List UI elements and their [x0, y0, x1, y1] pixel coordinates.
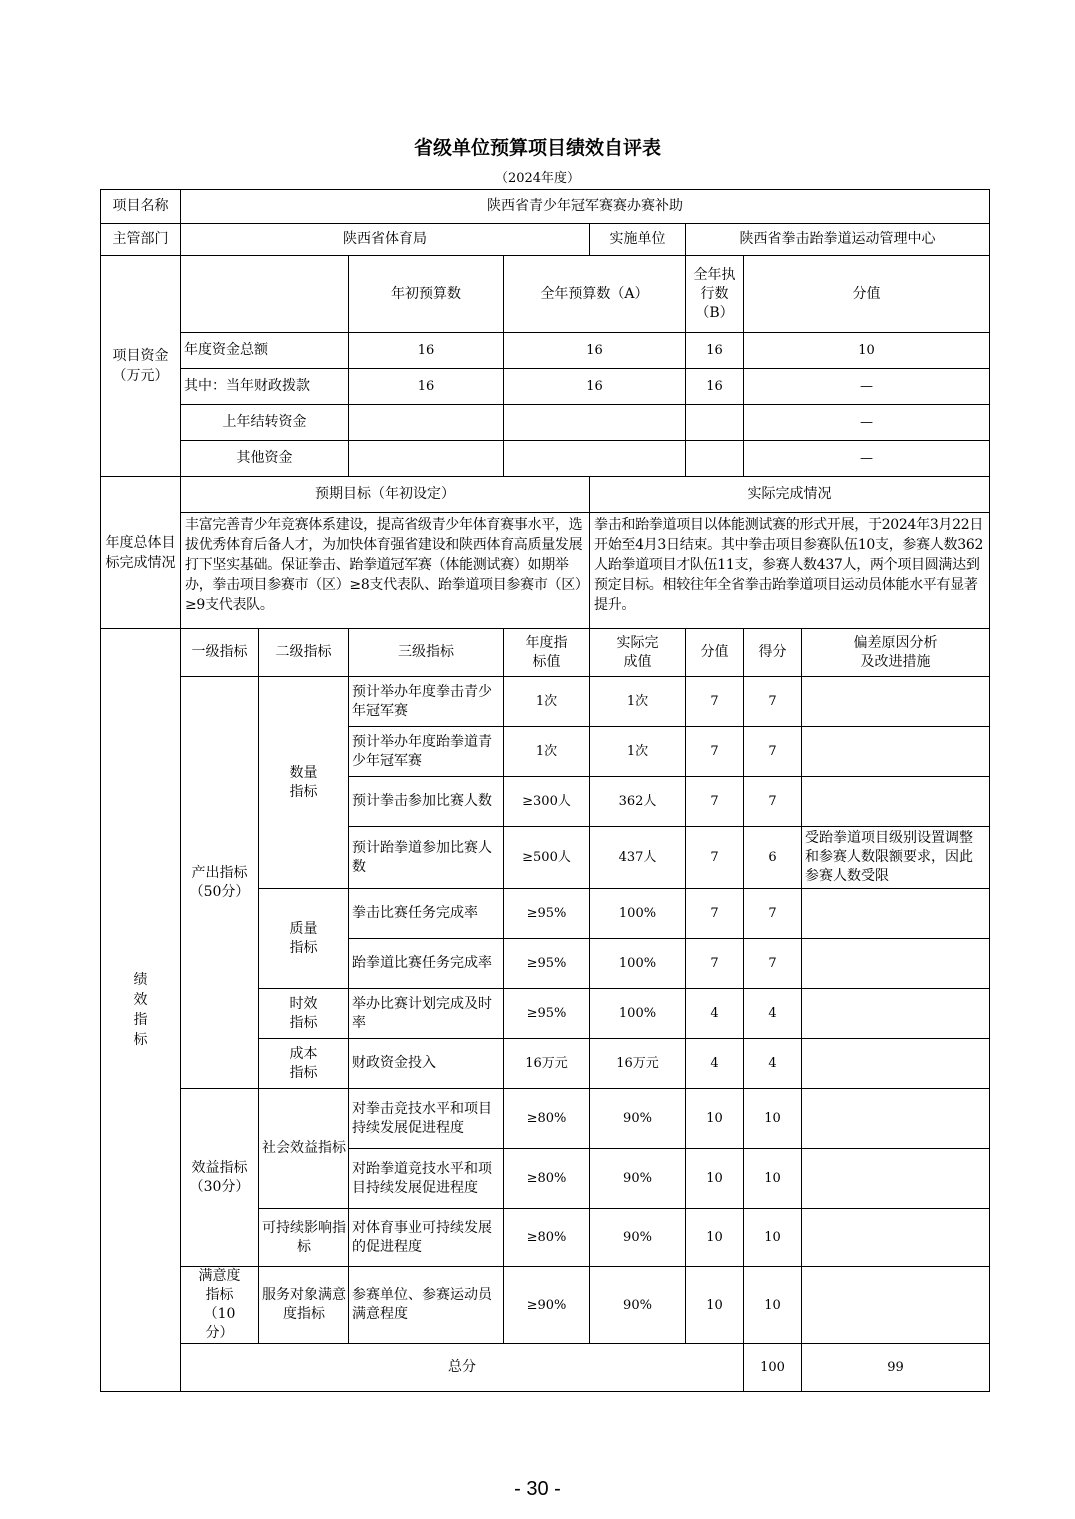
indicator-got: 10 — [744, 1267, 802, 1344]
level1-output-text: 产出指标（50分） — [189, 864, 250, 900]
indicator-got: 6 — [744, 827, 802, 889]
indicator-name: 对体育事业可持续发展的促进程度 — [349, 1209, 504, 1267]
funds-cell: — — [744, 441, 990, 477]
funds-cell — [349, 441, 504, 477]
perf-header-text: 年度指标值 — [525, 634, 568, 670]
indicator-target: ≥80% — [504, 1209, 590, 1267]
indicator-actual: 90% — [590, 1267, 686, 1344]
funds-header-initial: 年初预算数 — [349, 256, 504, 333]
level2-quantity — [259, 677, 349, 889]
funds-row-label: 其他资金 — [181, 441, 349, 477]
indicator-note — [802, 1209, 990, 1267]
project-name: 陕西省青少年冠军赛赛办赛补助 — [181, 190, 990, 224]
indicator-target: ≥300人 — [504, 777, 590, 827]
indicator-actual: 90% — [590, 1089, 686, 1149]
indicator-actual: 1次 — [590, 677, 686, 727]
indicator-score: 7 — [686, 939, 744, 989]
funds-cell: 16 — [686, 333, 744, 369]
funds-header-score: 分值 — [744, 256, 990, 333]
indicator-actual: 16万元 — [590, 1039, 686, 1089]
indicator-score: 4 — [686, 1039, 744, 1089]
perf-header — [802, 629, 990, 677]
indicator-note — [802, 1089, 990, 1149]
funds-header-budget: 全年预算数（A） — [504, 256, 686, 333]
indicator-score: 10 — [686, 1089, 744, 1149]
impl-value: 陕西省拳击跆拳道运动管理中心 — [686, 224, 990, 256]
expected-goal-header: 预期目标（年初设定） — [181, 477, 590, 513]
funds-cell: — — [744, 405, 990, 441]
funds-cell — [686, 405, 744, 441]
level1-output — [181, 677, 259, 1089]
indicator-got: 10 — [744, 1089, 802, 1149]
funds-cell: 16 — [349, 369, 504, 405]
indicator-got: 7 — [744, 727, 802, 777]
indicator-got: 10 — [744, 1149, 802, 1209]
indicator-name: 财政资金投入 — [349, 1039, 504, 1089]
project-name-label: 项目名称 — [101, 190, 181, 224]
indicator-score: 7 — [686, 777, 744, 827]
level2-cost — [259, 1039, 349, 1089]
indicator-note — [802, 677, 990, 727]
level2-text: 服务对象满意度指标 — [262, 1287, 346, 1322]
indicator-actual: 362人 — [590, 777, 686, 827]
funds-cell — [349, 405, 504, 441]
funds-cell: 10 — [744, 333, 990, 369]
indicator-note: 受跆拳道项目级别设置调整和参赛人数限额要求，因此参赛人数受限 — [802, 827, 990, 889]
perf-header: 三级指标 — [349, 629, 504, 677]
level2-text: 可持续影响指标 — [262, 1219, 346, 1255]
actual-result-header: 实际完成情况 — [590, 477, 990, 513]
perf-header: 得分 — [744, 629, 802, 677]
indicator-name: 举办比赛计划完成及时率 — [349, 989, 504, 1039]
indicator-target: ≥95% — [504, 889, 590, 939]
indicator-name: 跆拳道比赛任务完成率 — [349, 939, 504, 989]
indicator-score: 7 — [686, 889, 744, 939]
funds-label: 项目资金（万元） — [101, 256, 181, 477]
indicator-note — [802, 727, 990, 777]
funds-cell — [504, 405, 686, 441]
indicator-target: ≥80% — [504, 1089, 590, 1149]
indicator-got: 7 — [744, 939, 802, 989]
indicator-got: 10 — [744, 1209, 802, 1267]
indicator-target: ≥500人 — [504, 827, 590, 889]
perf-label-text: 绩效指标 — [133, 972, 148, 1048]
funds-cell: 16 — [686, 369, 744, 405]
funds-cell — [504, 441, 686, 477]
funds-row-label: 年度资金总额 — [181, 333, 349, 369]
indicator-name: 预计跆拳道参加比赛人数 — [349, 827, 504, 889]
indicator-actual: 100% — [590, 889, 686, 939]
evaluation-table — [100, 189, 990, 1392]
indicator-note — [802, 1039, 990, 1089]
indicator-note — [802, 1149, 990, 1209]
indicator-name: 预计拳击参加比赛人数 — [349, 777, 504, 827]
indicator-score: 7 — [686, 827, 744, 889]
perf-header: 二级指标 — [259, 629, 349, 677]
indicator-score: 10 — [686, 1267, 744, 1344]
indicator-score: 4 — [686, 989, 744, 1039]
level2-text: 社会效益指标 — [262, 1140, 346, 1156]
indicator-score: 10 — [686, 1209, 744, 1267]
indicator-name: 对拳击竞技水平和项目持续发展促进程度 — [349, 1089, 504, 1149]
funds-row-label: 其中：当年财政拨款 — [181, 369, 349, 405]
level2-text: 时效指标 — [289, 995, 318, 1031]
page-number: - 30 - — [514, 1478, 561, 1500]
level1-benefit — [181, 1089, 259, 1267]
funds-header-blank — [181, 256, 349, 333]
indicator-got: 4 — [744, 1039, 802, 1089]
indicator-actual: 100% — [590, 989, 686, 1039]
indicator-note — [802, 939, 990, 989]
level2-social — [259, 1089, 349, 1209]
perf-header — [504, 629, 590, 677]
indicator-got: 7 — [744, 777, 802, 827]
indicator-name: 预计举办年度拳击青少年冠军赛 — [349, 677, 504, 727]
indicator-name: 对跆拳道竞技水平和项目持续发展促进程度 — [349, 1149, 504, 1209]
funds-header-executed: 全年执行数（B） — [686, 256, 744, 333]
perf-header-text: 偏差原因分析及改进措施 — [853, 634, 938, 670]
funds-cell — [686, 441, 744, 477]
indicator-score: 7 — [686, 677, 744, 727]
dept-value: 陕西省体育局 — [181, 224, 590, 256]
indicator-target: ≥95% — [504, 989, 590, 1039]
perf-header: 一级指标 — [181, 629, 259, 677]
indicator-target: ≥80% — [504, 1149, 590, 1209]
level2-quality — [259, 889, 349, 989]
indicator-got: 7 — [744, 889, 802, 939]
impl-label: 实施单位 — [590, 224, 686, 256]
indicator-note — [802, 989, 990, 1039]
funds-cell: 16 — [504, 333, 686, 369]
total-label: 总分 — [181, 1344, 744, 1392]
perf-label — [101, 629, 181, 1392]
indicator-got: 4 — [744, 989, 802, 1039]
level2-text: 质量指标 — [289, 920, 318, 956]
indicator-note — [802, 889, 990, 939]
indicator-score: 7 — [686, 727, 744, 777]
indicator-actual: 100% — [590, 939, 686, 989]
indicator-name: 预计举办年度跆拳道青少年冠军赛 — [349, 727, 504, 777]
level2-sustain — [259, 1209, 349, 1267]
total-score: 100 — [744, 1344, 802, 1392]
level2-text: 成本指标 — [289, 1045, 318, 1081]
level1-satisfaction — [181, 1267, 259, 1344]
expected-goal-text: 丰富完善青少年竞赛体系建设，提高省级青少年体育赛事水平，选拔优秀体育后备人才，为加快体育强省建设和陕西体育高质量发展打下坚实基础。保证拳击、跆拳道冠军赛（体能测试赛）如期举办，拳击项目参赛市（区）≥8支代表队、跆拳道项目参赛市（区）≥9支代表队。 — [181, 513, 590, 629]
perf-header — [590, 629, 686, 677]
indicator-actual: 90% — [590, 1209, 686, 1267]
level2-timeliness — [259, 989, 349, 1039]
indicator-actual: 437人 — [590, 827, 686, 889]
level2-text: 数量指标 — [289, 764, 318, 800]
level1-benefit-text: 效益指标（30分） — [189, 1159, 250, 1195]
indicator-actual: 1次 — [590, 727, 686, 777]
indicator-target: 1次 — [504, 677, 590, 727]
total-got: 99 — [802, 1344, 990, 1392]
indicator-target: ≥95% — [504, 939, 590, 989]
indicator-target: ≥90% — [504, 1267, 590, 1344]
funds-cell: — — [744, 369, 990, 405]
indicator-name: 拳击比赛任务完成率 — [349, 889, 504, 939]
indicator-note — [802, 1267, 990, 1344]
indicator-score: 10 — [686, 1149, 744, 1209]
indicator-got: 7 — [744, 677, 802, 727]
actual-result-text: 拳击和跆拳道项目以体能测试赛的形式开展，于2024年3月22日开始至4月3日结束。其中拳击项目参赛队伍10支，参赛人数362人跆拳道项目才队伍11支，参赛人数437人，两个项目圆满达到预定目标。相较往年全省拳击跆拳道项目运动员体能水平有显著提升。 — [590, 513, 990, 629]
goals-label: 年度总体目标完成情况 — [101, 477, 181, 629]
indicator-name: 参赛单位、参赛运动员满意程度 — [349, 1267, 504, 1344]
funds-cell: 16 — [349, 333, 504, 369]
dept-label: 主管部门 — [101, 224, 181, 256]
funds-row-label: 上年结转资金 — [181, 405, 349, 441]
report-year: （2024年度） — [494, 171, 581, 186]
level2-service — [259, 1267, 349, 1344]
level1-satisfaction-text: 满意度指标（10分） — [198, 1268, 241, 1341]
indicator-target: 1次 — [504, 727, 590, 777]
indicator-target: 16万元 — [504, 1039, 590, 1089]
page-title: 省级单位预算项目绩效自评表 — [413, 137, 661, 159]
funds-cell: 16 — [504, 369, 686, 405]
perf-header: 分值 — [686, 629, 744, 677]
indicator-note — [802, 777, 990, 827]
perf-header-text: 实际完成值 — [616, 634, 659, 670]
indicator-actual: 90% — [590, 1149, 686, 1209]
